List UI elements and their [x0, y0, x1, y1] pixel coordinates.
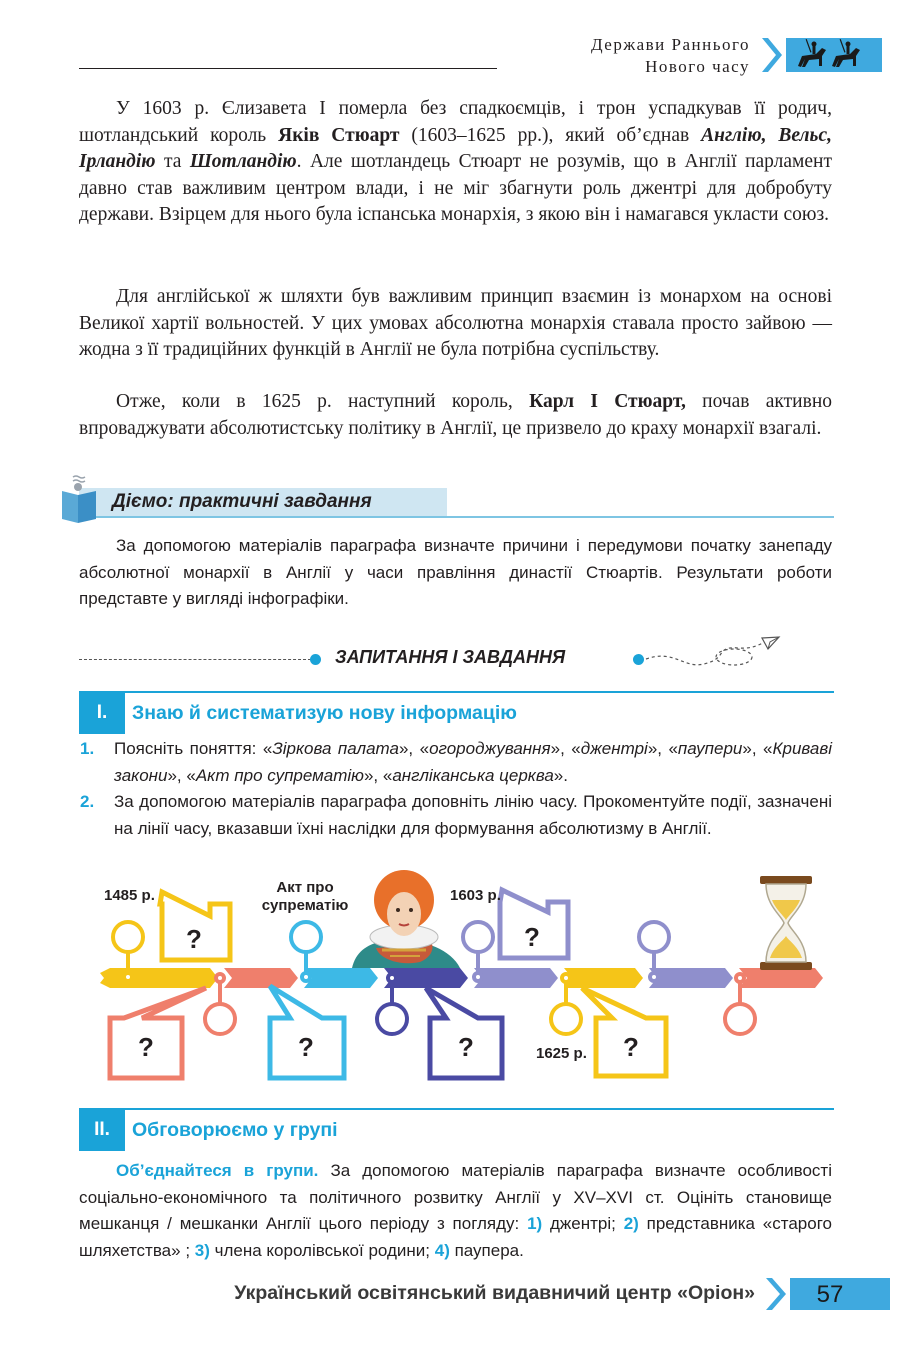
questions-title: ЗАПИТАННЯ І ЗАВДАННЯ	[335, 647, 566, 667]
timeline-arrow-2	[224, 968, 298, 988]
paragraph-charles-stuart: Отже, коли в 1625 р. наступний король, Карл І Стюарт, почав активно впроваджувати абсолютистську політику в Англії, це призвело до краху монархії взагалі.	[79, 391, 833, 439]
question2-text: За допомогою матеріалів параграфа доповніть лінію часу. Прокоментуйте події, зазначені на лінії часу, вказавши їхні наслідки для формування абсолютизму в Англії.	[114, 792, 832, 838]
paper-plane-icon	[644, 634, 784, 674]
question-mark-6: ?	[623, 1032, 639, 1062]
question-mark-2: ?	[524, 922, 540, 952]
question1-number: 1.	[80, 739, 95, 758]
hourglass-icon	[760, 876, 812, 970]
chapter-title-line1: Держави Раннього	[590, 35, 750, 54]
question-mark-4: ?	[298, 1032, 314, 1062]
publisher-name: Український освітянський видавничий центр «Оріон»	[234, 1282, 755, 1304]
question2-number: 2.	[80, 792, 95, 811]
page-number: 57	[816, 1281, 844, 1308]
timeline-arrow-7	[649, 968, 733, 988]
section2-rule	[79, 1108, 834, 1110]
box-salmon	[110, 988, 206, 1078]
section2-number: II.	[79, 1109, 125, 1151]
timeline-diagram	[90, 870, 830, 1092]
section1-rule	[79, 691, 834, 693]
book-icon	[58, 473, 100, 525]
practical-tasks-rule	[79, 516, 834, 518]
divider-dot-left	[310, 654, 321, 665]
section1-title: Знаю й систематизую нову інформацію	[132, 702, 517, 724]
paragraph-james-stuart: У 1603 р. Єлизавета І померла без спадкоємців, і трон успадкував її родич, шотландський король Яків Стюарт (1603–1625 рр.), який об’єднав Англію, Вельс, Ірландію та Шотландію. Але шотландець Стюарт не розумів, що в Англії парламент давно став важливим центром влади, і не міг збагнути роль джентрі для добробуту держави. Взірцем для нього була іспанська монархія, з якою він і намагався укласти союз.	[79, 98, 832, 225]
header-rule	[79, 68, 497, 69]
label-1625: 1625 р.	[536, 1045, 587, 1062]
section2-text: Об’єднайтеся в групи. За допомогою матеріалів параграфа визначте особливості соціально-економічного та політичного розвитку Англії у XV–XVI ст. Оцініть становище мешканця / мешканки Англії цього періоду з погляду: 1) джентрі; 2) представника «старого шляхетства» ; 3) члена королівської родини; 4) паупера.	[79, 1161, 832, 1260]
divider-dotted-line	[79, 659, 311, 660]
chapter-title	[591, 34, 750, 78]
practical-tasks-text: За допомогою матеріалів параграфа визначте причини і передумови початку занепаду абсолютної монархії в Англії у часи правління династії Стюартів. Результати роботи представте у вигляді інфографіки.	[79, 536, 832, 608]
label-1603: 1603 р.	[450, 887, 501, 904]
horsemen-icon	[762, 38, 882, 78]
section2-title: Обговорюємо у групі	[132, 1119, 338, 1141]
question-mark-3: ?	[138, 1032, 154, 1062]
question-mark-1: ?	[186, 924, 202, 954]
queen-elizabeth-portrait	[352, 870, 460, 968]
label-1485: 1485 р.	[104, 887, 155, 904]
question1-text: Поясніть поняття: «Зіркова палата», «огороджування», «джентрі», «паупери», «Криваві закони», «Акт про супрематію», «англіканська церква».	[114, 739, 833, 785]
divider-dot-right	[633, 654, 644, 665]
timeline-arrow-5	[474, 968, 558, 988]
practical-tasks-title: Діємо: практичні завдання	[112, 491, 372, 512]
question-mark-5: ?	[458, 1032, 474, 1062]
paragraph-magna-carta: Для англійської ж шляхти був важливим принцип взаємин із монархом на основі Великої хартії вольностей. У цих умовах абсолютна монархія ставала просто зайвою — жодна з її традиційних функцій в Англії не була потрібна суспільству.	[79, 286, 832, 360]
section1-number: I.	[79, 692, 125, 734]
chapter-title-line2: Нового часу	[645, 57, 750, 76]
label-act-line2: супрематію	[261, 897, 349, 914]
timeline-arrow-1	[100, 968, 218, 988]
timeline-arrow-8	[739, 968, 823, 988]
timeline-arrow-3	[304, 968, 378, 988]
label-act-line1: Акт про	[276, 879, 334, 896]
timeline-arrow-6	[564, 968, 643, 988]
